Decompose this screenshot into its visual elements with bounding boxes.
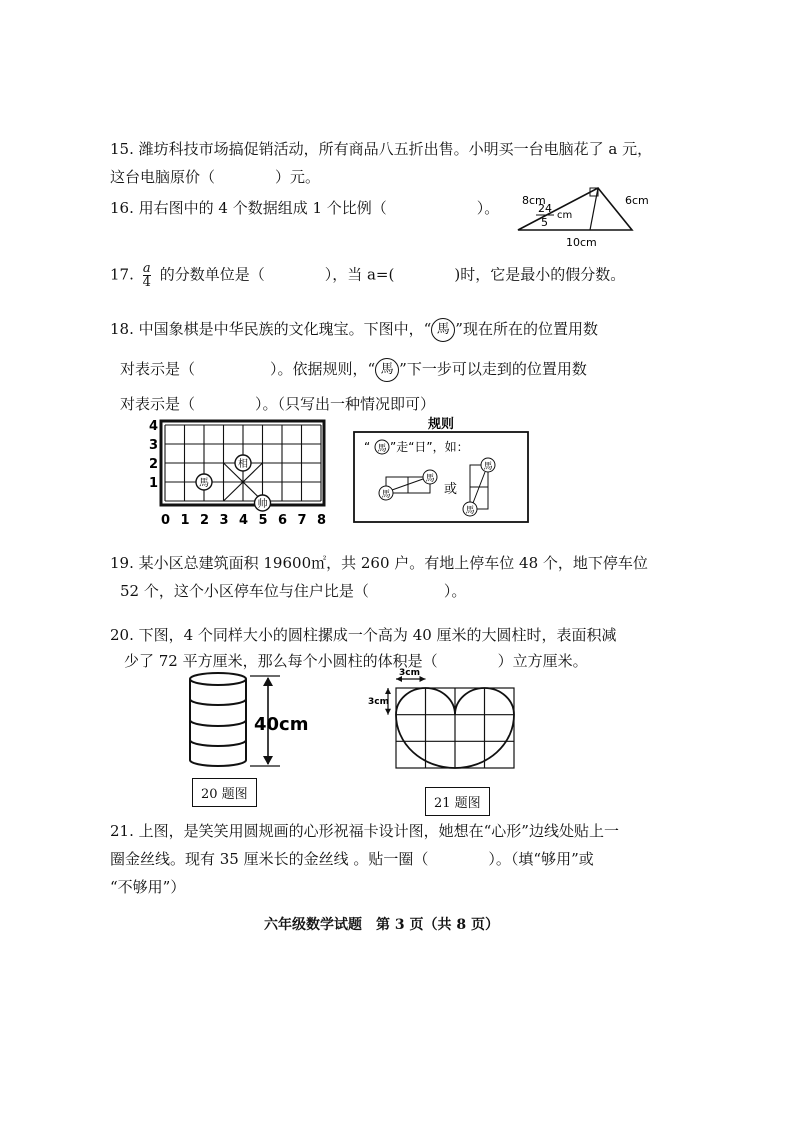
q18-line2-b: ”下一步可以走到的位置用数 (399, 360, 587, 378)
cylinders-height-label: 40cm (254, 714, 309, 735)
q17-text: 的分数单位是（ ），当 a=( )时，它是最小的假分数。 (159, 265, 626, 284)
q21-line3: “不够用”） (110, 878, 186, 896)
q18-line2 (120, 358, 587, 382)
q18-line1-b: ”现在所在的位置用数 (455, 320, 598, 338)
rule-title: 规则 (427, 417, 455, 432)
q16-label-h-num: 24 (538, 202, 552, 215)
board-x-3: 3 (219, 513, 229, 528)
q20-line2: 少了 72 平方厘米，那么每个小圆柱的体积是（ ）立方厘米。 (124, 652, 588, 670)
chess-board-figure (145, 418, 335, 530)
rule-horse-1: 馬 (381, 490, 391, 500)
q20-line1: 20. 下图，4 个同样大小的圆柱摞成一个高为 40 厘米的大圆柱时，表面积减 (110, 626, 617, 644)
q21-line2: 圈金丝线。现有 35 厘米长的金丝线 。贴一圈（ ）。（填“够用”或 (110, 850, 594, 868)
fig20-caption: 20 题图 (192, 778, 257, 807)
board-x-5: 5 (258, 513, 268, 528)
board-y-4: 4 (149, 419, 159, 434)
q17-row (110, 262, 625, 289)
q18-line2-a: 对表示是（ ）。依据规则，“ (120, 360, 376, 378)
q18-line1-a: 18. 中国象棋是中华民族的文化瑰宝。下图中，“ (110, 320, 432, 338)
piece-shuai: 帅 (257, 499, 268, 510)
board-x-0: 0 (161, 513, 171, 528)
q16-label-b: 6cm (625, 194, 649, 207)
rule-horse-label: 馬 (377, 444, 387, 454)
page-footer: 六年级数学试题 第 3 页（共 8 页） (264, 917, 499, 933)
q15-line1: 15. 潍坊科技市场搞促销活动，所有商品八五折出售。小明买一台电脑花了 a 元， (110, 140, 653, 158)
fig21-height-label: 3cm (368, 697, 389, 707)
board-x-1: 1 (180, 513, 190, 528)
fig21-caption: 21 题图 (425, 787, 490, 816)
board-y-2: 2 (149, 457, 159, 472)
board-x-6: 6 (278, 513, 288, 528)
heart-grid-figure (366, 666, 521, 774)
horse-icon: 馬 (375, 358, 399, 382)
board-x-2: 2 (200, 513, 210, 528)
q17-frac-num: a (142, 261, 151, 276)
rule-text-post: ”走“日”，如： (390, 440, 469, 454)
q16-label-a: 8cm (522, 194, 546, 207)
cylinders-figure (180, 668, 309, 773)
q16-label-h-unit: cm (557, 210, 573, 221)
q17-number: 17. (110, 265, 134, 284)
q21-line1: 21. 上图，是笑笑用圆规画的心形祝福卡设计图，她想在“心形”边线处贴上一 (110, 822, 619, 840)
q19-line1: 19. 某小区总建筑面积 19600㎡，共 260 户。有地上停车位 48 个，地下停车位 (110, 554, 648, 572)
rule-or: 或 (444, 482, 458, 497)
q16-label-base: 10cm (566, 236, 597, 249)
board-y-1: 1 (149, 476, 159, 491)
rule-text-pre: “ (364, 440, 371, 454)
piece-horse: 馬 (199, 478, 209, 489)
board-x-7: 7 (297, 513, 307, 528)
fig21-width-label: 3cm (399, 668, 420, 678)
rule-horse-3: 馬 (465, 506, 475, 516)
q18-line1 (110, 318, 598, 342)
q16-text: 16. 用右图中的 4 个数据组成 1 个比例（ ）。 (110, 199, 500, 217)
q17-frac-den: 4 (142, 275, 151, 290)
rule-horse-2: 馬 (425, 474, 435, 484)
piece-xiang: 相 (238, 459, 248, 470)
chess-rule-figure (352, 415, 530, 525)
q17-fraction (143, 262, 151, 289)
board-y-3: 3 (149, 438, 159, 453)
q18-line3: 对表示是（ ）。（只写出一种情况即可） (120, 395, 436, 413)
board-x-4: 4 (239, 513, 249, 528)
horse-icon: 馬 (431, 318, 455, 342)
q15-line2: 这台电脑原价（ ）元。 (110, 168, 321, 186)
q16-label-h-den: 5 (541, 216, 548, 229)
board-x-8: 8 (317, 513, 327, 528)
rule-horse-4: 馬 (483, 462, 493, 472)
q19-line2: 52 个，这个小区停车位与住户比是（ ）。 (120, 582, 467, 600)
q16-triangle-figure (510, 180, 660, 252)
